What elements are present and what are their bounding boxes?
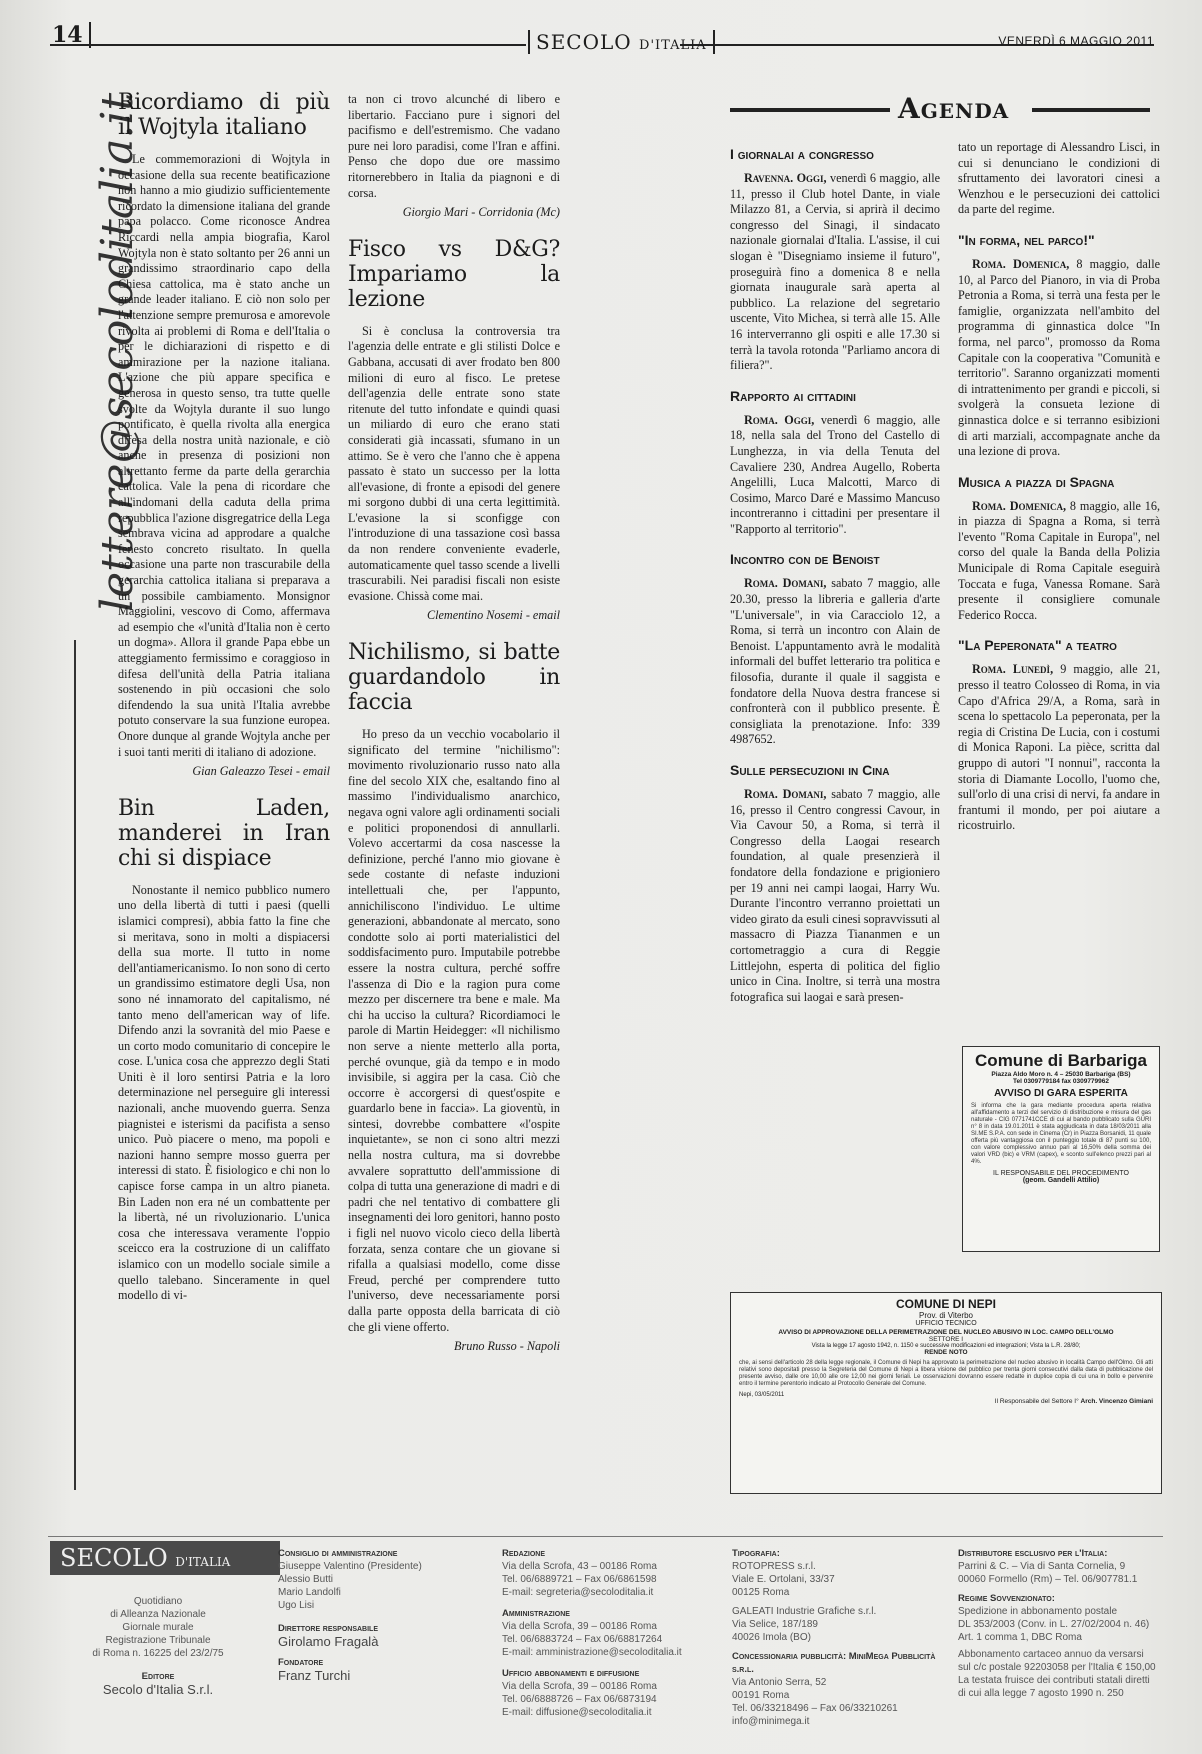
agenda-item-title: "In forma, nel parco!" — [958, 231, 1095, 248]
footer-label: Fondatore — [278, 1657, 324, 1668]
agenda-rule-left — [730, 108, 890, 112]
letter-signature: Giorgio Mari - Corridonia (Mc) — [402, 205, 560, 220]
agenda-item-lead: Roma. Domani, — [744, 576, 827, 591]
footer-logo-title: SECOLO — [60, 1544, 168, 1572]
agenda-item-title: Rapporto ai cittadini — [730, 387, 856, 404]
footer-label: Consiglio di amministrazione — [278, 1548, 398, 1559]
letters-email[interactable]: lettere@secoloditalia.it — [92, 92, 143, 612]
agenda-item-title: Incontro con de Benoist — [730, 551, 880, 568]
agenda-item-body: 9 maggio, alle 21, presso il teatro Colosseo di Roma, in via Capo d'Africa 29/A, a Roma, sarà in scena lo spettacolo La peperonata, per la regia di Cristina De Lucia, con i costumi di Monica Raponi. La pièce, scritta dal gruppo di autori "I nonnui", racconta la storia di Diamante Locollo, l'uomo che, sull'orlo di una crisi di nervi, fa andare in frantumi il mondo, per poi aiutare a ricostruirlo. — [958, 662, 1160, 833]
footer-line: Quotidiano — [133, 1596, 183, 1607]
letter-title: Bin Laden, manderei in Iran chi si dispiace — [118, 795, 330, 871]
notice-barbariga — [962, 1046, 1160, 1252]
agenda-header — [730, 92, 1150, 132]
letter-signature: Clementino Nosemi - email — [426, 608, 560, 623]
letters-column-2 — [348, 92, 560, 1494]
letter-signature: Gian Galeazzo Tesei - email — [192, 764, 330, 779]
agenda-column-2 — [958, 140, 1160, 1020]
masthead-title: SECOLO — [536, 30, 632, 54]
masthead — [528, 30, 715, 54]
letters-column-1 — [118, 84, 330, 1494]
notice-law: Vista la legge 17 agosto 1942, n. 1150 e successive modificazioni ed integrazioni; Vista la L.R. 28/80; — [811, 1343, 1081, 1349]
letter-body: Si è conclusa la controversia tra l'agenzia delle entrate e gli stilisti Dolce e Gabbana, accusati di aver frodato ben 800 milioni di euro al fisco. Le pretese dell'agenzia delle entrate sono state ritenute del tutto infondate e quindi quasi un miliardo di euro che erano stati considerati già incassati, sfumano in un attimo. Se è vero che l'anno che è appena passato è stato un successo per la lotta all'evasione, di fronte a episodi del genere mi sorgono dubbi di una certa legittimità. L'evasione la si sconfigge con l'introduzione di una tassazione così bassa da non rendere conveniente evaderle, automaticamente quel tasso scende a livelli trascurabili. Nei paradisi fiscali non esiste evasione. Chissà come mai. — [348, 323, 560, 603]
footer-logo — [50, 1541, 280, 1575]
agenda-item-lead: Roma. Domenica, — [972, 256, 1070, 271]
notice-signer — [731, 1398, 1153, 1405]
footer-line: E-mail: segreteria@secoloditalia.it — [502, 1587, 654, 1598]
footer-line: Spedizione in abbonamento postale — [958, 1606, 1118, 1617]
footer-offices — [502, 1547, 702, 1719]
notice-address: Piazza Aldo Moro n. 4 – 25030 Barbariga (BS) — [991, 1071, 1131, 1078]
agenda-item-lead: Roma. Domenica, — [972, 498, 1067, 513]
letter-body: Ho preso da un vecchio vocabolario il significato del termine "nichilismo": movimento rivoluzionario russo nato alla fine del secolo XIX che, esaltando fino al massimo l'individualismo anarchico, negava ogni valore agli ordinamenti sociali e politici proponendosi di annullarli. Volevo accertarmi da cosa nascesse la definizione, perché l'anno mio giovane è sede costante di nefaste induzioni intellettuali che, per l'appunto, annichiliscono l'individuo. Le ultime generazioni, abbandonate al mercato, sono condotte solo ai porti materialistici del soddisfacimento puro. Imputabile potrebbe essere la nostra cultura, perché soffre l'assenza di Dio e la ragion pura come mezzo per discernere tra bene e male. Ma chi ha ucciso la cultura? Ricordiamoci le parole di Martin Heidegger: «Il nichilismo non serve a niente metterlo alla porta, perché ovunque, già da tempo e in modo invisibile, si aggira per la casa. Ciò che occorre è accorgersi di quest'ospite e guardarlo bene in faccia». La gioventù, in sintesi, dovrebbe combattere «l'ospite inquietante», se non ci sono altri mezzi nella nostra cultura, ma si dovrebbe avvalere soprattutto dell'ammissione di colpa di tutta una generazione di madri e di padri che nel tentativo di combattere gli insegnamenti dei loro genitori, hanno posto i figli nel nuovo vicolo cieco della libertà forzata, senza contare che un giovane si rifalla a qualsiasi modello, come disse Freud, perché per comprendere tutto l'universo, deve necessariamente porsi dalla parte opposta della barricata di ciò che gli viene offerto. — [348, 727, 560, 1334]
notice-section: SETTORE I — [928, 1336, 964, 1343]
agenda-item-title: "La Peperonata" a teatro — [958, 637, 1117, 654]
footer-label: Concessionaria pubblicità: MiniMega Pubblicità s.r.l. — [732, 1651, 936, 1675]
agenda-item-text — [730, 787, 940, 1005]
footer-line: 00060 Formello (Rm) – Tel. 06/907781.1 — [958, 1574, 1138, 1585]
footer-line: 00125 Roma — [732, 1587, 790, 1598]
footer-label: Direttore responsabile — [278, 1623, 378, 1634]
footer-distribution — [958, 1547, 1163, 1700]
footer-line: Parrini & C. – Via di Santa Cornelia, 9 — [958, 1561, 1126, 1572]
footer-label: Regime Sovvenzionato: — [958, 1593, 1055, 1604]
footer-line: GALEATI Industrie Grafiche s.r.l. — [732, 1606, 877, 1617]
agenda-continuation: tato un reportage di Alessandro Lisci, in cui si denunciano le condizioni di sfruttamento dei lavoratori cinesi a Wenzhou e le persecuzioni dei cattolici da parte del regime. — [958, 140, 1160, 217]
footer-line: Via della Scrofa, 43 – 00186 Roma — [502, 1561, 657, 1572]
agenda-item-text — [730, 171, 940, 374]
issue-date: VENERDÌ 6 MAGGIO 2011 — [998, 34, 1154, 48]
agenda-item-text — [730, 576, 940, 748]
footer-line: Tel. 06/33218496 – Fax 06/33210261 — [732, 1703, 898, 1714]
footer-line: Tel. 06/6883724 – Fax 06/68817264 — [502, 1634, 663, 1645]
footer-line: Registrazione Tribunale — [105, 1635, 211, 1646]
letter-signature: Bruno Russo - Napoli — [454, 1339, 560, 1354]
footer-label: Distributore esclusivo per l'Italia: — [958, 1548, 1108, 1559]
agenda-item-lead: Roma. Domani, — [744, 787, 827, 801]
letter-continuation: ta non ci trovo alcunché di libero e libertario. Facciano pure i signori del pacifismo e dell'estremismo. Che vadano pure nei loro paradisi, come l'Iran e affini. Penso che dopo due ore massimo ritornerebbero in Italia da piagnoni e di corsa. — [348, 92, 560, 200]
notice-signer: IL RESPONSABILE DEL PROCEDIMENTO — [993, 1170, 1129, 1177]
agenda-item-title: I giornalai a congresso — [730, 146, 874, 162]
footer-line: sul c/c postale 92203058 per l'Italia € 150,00 — [958, 1662, 1156, 1673]
footer-line: Via Antonio Serra, 52 — [732, 1677, 827, 1688]
notice-phone: Tel 0309779184 fax 0309779962 — [1012, 1078, 1110, 1085]
footer-line: Mario Landolfi — [278, 1587, 341, 1598]
colophon — [48, 1536, 1163, 1727]
footer-line: La testata fruisce dei contributi statali diretti — [958, 1675, 1150, 1686]
footer-printers — [732, 1547, 942, 1728]
agenda-item-text — [958, 499, 1160, 624]
footer-director: Girolamo Fragalà — [278, 1634, 379, 1649]
agenda-item-text — [730, 413, 940, 538]
footer-label: Editore — [141, 1671, 175, 1682]
footer-line: E-mail: amministrazione@secoloditalia.it — [502, 1647, 682, 1658]
agenda-rule-right — [1032, 108, 1150, 112]
footer-line: info@minimega.it — [732, 1716, 810, 1727]
notice-signer-name: (geom. Gandelli Attilio) — [1022, 1177, 1100, 1184]
notice-office: UFFICIO TECNICO — [915, 1320, 977, 1327]
footer-line: Giornale murale — [122, 1622, 194, 1633]
letters-email-sidebar — [28, 92, 143, 1492]
agenda-item-text — [958, 662, 1160, 834]
footer-line: 40026 Imola (BO) — [732, 1632, 811, 1643]
footer-line: DL 353/2003 (Conv. in L. 27/02/2004 n. 46) — [958, 1619, 1150, 1630]
agenda-item-lead: Roma. Oggi, — [744, 412, 815, 427]
footer-line: Alessio Butti — [278, 1574, 334, 1585]
agenda-item-title: Sulle persecuzioni in Cina — [730, 762, 890, 778]
agenda-column-1 — [730, 132, 940, 1274]
agenda-item-title: Musica a piazza di Spagna — [958, 473, 1115, 490]
agenda-item-text — [958, 257, 1160, 460]
agenda-item-body: sabato 7 maggio, alle 16, presso il Centro congressi Cavour, in Via Cavour 50, a Roma, si terrà il Congresso della Laogai research foundation, al quale presenzierà il fondatore della fondazione e prigioniero per 19 anni nei campi laogai, Harry Wu. Durante l'incontro verranno proiettati un video girato da esuli cinesi sopravvissuti al massacro di Piazza Tiananmen e un cortometraggio a cura di Reggie Littlejohn, esperta di politica del figlio unico in Cina. Inoltre, si terrà una mostra fotografica sui laogai e sarà presen- — [730, 787, 940, 1004]
footer-line: ROTOPRESS s.r.l. — [732, 1561, 816, 1572]
footer-publisher: Secolo d'Italia S.r.l. — [102, 1682, 214, 1697]
agenda-item-body: 8 maggio, alle 16, in piazza di Spagna a Roma, si terrà l'evento "Roma Capitale in Europa", nel corso del quale la Banda della Polizia Municipale di Roma Capitale eseguirà Toccata e fuga, Vanessa Romane. Sarà presente il consigliere comunale Federico Rocca. — [958, 498, 1160, 622]
letter-body: Nonostante il nemico pubblico numero uno della libertà di tutti i paesi (quelli islamici compresi), abbia fatto la fine che si meritava, sono in molti a dispiacersi della sua morte. Il tutto in nome dell'antiamericanismo. Io non sono di certo un grandissimo estimatore degli Usa, non sono né innamorato del capitalismo, né tanto meno dell'american way of life. Difendo anzi la sovranità del mio Paese e un corto modo comunitario di concepire le cose. L'unica cosa che apprezzo degli Stati Uniti è il loro sentirsi Patria e la loro determinazione nel perseguire gli interessi nazionali, anche muovendo guerra. Senza piagnistei e isterismi da pacifista a senso unico. Può piacere o meno, ma popoli e nazioni hanno sempre mosso guerra per interessi di stato. È fisiologico e chi non lo capisce forse campa in un altro pianeta. Bin Laden non era né un combattente per la libertà, né un rivoluzionario. L'unica cosa che interessava veramente l'oppio sceicco era la costruzione di un califfato islamico con un modello sociale simile a quello talebano. Sinceramente in quel modello di vi- — [118, 882, 330, 1303]
notice-signer-role: Il Responsabile del Settore I° — [994, 1398, 1079, 1405]
sidebar-rule — [74, 640, 76, 1490]
footer-line: Tel. 06/6888726 – Fax 06/6873194 — [502, 1694, 657, 1705]
footer-line: di Alleanza Nazionale — [110, 1609, 206, 1620]
letter-title: Fisco vs D&G? Impariamo la lezione — [348, 236, 560, 312]
notice-date: Nepi, 03/05/2011 — [739, 1392, 785, 1398]
footer-line: di Roma n. 16225 del 23/2/75 — [92, 1648, 224, 1659]
footer-logo-suffix: D'ITALIA — [175, 1555, 231, 1569]
footer-board — [278, 1547, 478, 1682]
footer-registration — [58, 1595, 258, 1696]
footer-line: Tel. 06/6889721 – Fax 06/6861598 — [502, 1574, 657, 1585]
notice-text: Si informa che la gara mediante procedura aperta relativa all'affidamento a terzi del servizio di distribuzione e misura del gas naturale - CIG 0771741CCE di cui al bando pubblicato sulla GURI n° 8 in data 19.01.2011 è stata aggiudicata in data 18/03/2011 alla SI.ME S.P.A. con sede in Cinema (Cr) in Piazza Borsanidi, 11 quale offerta più vantaggiosa con il punteggio totale di 87 punti su 100, con valore complessivo annuo pari al 16,50% della somma dei valori VRD (bic) e VRM (capex), e sconto sull'elenco prezzi pari al 4%. — [971, 1103, 1151, 1165]
notice-subtitle: AVVISO DI APPROVAZIONE DELLA PERIMETRAZIONE DEL NUCLEO ABUSIVO IN LOC. CAMPO DELL'OLMO — [778, 1329, 1114, 1336]
footer-label: Ufficio abbonamenti e diffusione — [502, 1668, 640, 1679]
notice-title: COMUNE DI NEPI — [895, 1297, 996, 1311]
footer-line: Giuseppe Valentino (Presidente) — [278, 1561, 422, 1572]
footer-line: di cui alla legge 7 agosto 1990 n. 250 — [958, 1688, 1124, 1699]
page-number: 14 — [52, 22, 91, 48]
footer-line: Abbonamento cartaceo annuo da versarsi — [958, 1649, 1144, 1660]
agenda-item-body: venerdì 6 maggio, alle 11, presso il Club hotel Dante, in viale Milazzo 81, a Cervia, si aprirà il decimo congresso del Sinagi, il sindacato nazionale giornalai d'Italia. L'assise, il cui slogan è "Disegniamo insieme il futuro", proseguirà fino a domenica 8 e nella giornata inaugurale sarà aperta al pubblico. La relazione del segretario uscente, Vito Michea, si terrà alle 15. Alle 16 interverranno gli ospiti e alle 17.30 si terrà la tavola rotonda "Parliamo ancora di filiera?". — [730, 171, 940, 373]
header-rule-left — [50, 44, 526, 46]
footer-line: Via della Scrofa, 39 – 00186 Roma — [502, 1681, 657, 1692]
agenda-item-lead: Ravenna. Oggi, — [744, 171, 827, 185]
footer-line: Via Selice, 187/189 — [732, 1619, 818, 1630]
footer-line: E-mail: diffusione@secoloditalia.it — [502, 1707, 652, 1718]
notice-title: Comune di Barbariga — [975, 1051, 1147, 1070]
footer-line: Art. 1 comma 1, DBC Roma — [958, 1632, 1082, 1643]
notice-subtitle: AVVISO DI GARA ESPERITA — [994, 1088, 1128, 1099]
footer-founder: Franz Turchi — [278, 1668, 351, 1683]
agenda-item-body: 8 maggio, dalle 10, al Parco del Pianoro, in via di Proba Petronia a Roma, si terrà una festa per le famiglie, organizzata nell'ambito del programma di ginnastica dolce "In forma, nel parco", promosso da Roma Capitale con la cooperativa "Comunità e territorio". Saranno organizzati momenti di intrattenimento per grandi e piccoli, si svolgerà la consueta lezione di ginnastica dolce e si terranno esibizioni di arti marziali, accompagnate anche da una lezione di prova. — [958, 256, 1160, 459]
agenda-title: Agenda — [898, 92, 1010, 125]
notice-rende: RENDE NOTO — [924, 1349, 968, 1356]
letter-body: Le commemorazioni di Wojtyla in occasione della sua recente beatificazione non hanno a mio giudizio sufficientemente ricordato la dimensione italiana del grande papa polacco. Come riconosce Andrea Riccardi nella ampia biografia, Karol Wojtyla non è stato soltanto per 26 anni un grandissimo straordinario capo della Chiesa cattolica, ma è stato anche un grande leader italiano. E ciò non solo per l'attenzione sempre premurosa e amorevole rivolta ai problemi di Roma e dell'Italia o per le dichiarazioni di rispetto e di ammirazione per la nazione italiana. L'azione che più appare specifica e generosa in questo senso, tra tutte quelle svolte da Wojtyla durante il suo lungo pontificato, è quella rivolta alla energica difesa della nostra unità nazionale, e ciò anche in presenza di posizioni non altrettanto ferme da parte della gerarchia cattolica. Vale la pena di ricordare che all'indomani della caduta della prima repubblica l'azione disgregatrice della Lega sembrava vicina ad approdare a qualche fenesto concreto risultato. In quella occasione una parte non trascurabile della gerarchia cattolica italiana si preparava a un possibile cambiamento. Monsignor Maggiolini, vescovo di Como, affermava ad esempio che «l'unità d'Italia non è certo un dogma». Allora il grande Papa ebbe un atteggiamento fermissimo e coraggioso in difesa dell'unità della Patria italiana sostenendo in più occasioni che solo difendendo la sua unità l'Italia avrebbe potuto conservare la sua funzione europea. Onore dunque al grande Wojtyla anche per i suoi tanti meriti di italiano di adozione. — [118, 152, 330, 759]
footer-label: Amministrazione — [502, 1608, 570, 1619]
masthead-suffix: D'ITALIA — [639, 38, 707, 53]
notice-province: Prov. di Viterbo — [919, 1311, 973, 1320]
footer-label: Redazione — [502, 1548, 546, 1559]
notice-signer-name: Arch. Vincenzo Gimiani — [1080, 1398, 1153, 1405]
notice-nepi — [730, 1292, 1162, 1494]
letter-title: Ricordiamo di più il Wojtyla italiano — [118, 90, 330, 140]
footer-line: Ugo Lisi — [278, 1600, 315, 1611]
agenda-item-body: sabato 7 maggio, alle 20.30, presso la libreria e galleria d'arte "L'universale", in via Caracciolo 12, a Roma, si terrà un incontro con Alain de Benoist. L'appuntamento avrà le modalità informali del buffet letterario tra politica e filosofia, durante il quale il saggista e fondatore della Nuova destra francese si confronterà con il pubblico presente. È consigliata la prenotazione. Info: 339 4987652. — [730, 576, 940, 747]
agenda-item-body: venerdì 6 maggio, alle 18, nella sala del Trono del Castello di Lunghezza, in via della Tenuta del Cavaliere 230, Andrea Augello, Roberta Angelilli, Luca Malcotti, Marco di Cosimo, Marco Daré e Massimo Mancuso incontreranno i cittadini per presentare il "Rapporto al territorio". — [730, 412, 940, 536]
letter-title: Nichilismo, si batte guardandolo in faccia — [348, 640, 560, 716]
footer-line: Viale E. Ortolani, 33/37 — [732, 1574, 835, 1585]
notice-text: che, ai sensi dell'articolo 28 della legge regionale, il Comune di Nepi ha approvato la perimetrazione del nucleo abusivo in località Campo dell'Olmo. Gli atti relativi sono depositati presso la Segreteria del Comune di Nepi a libera visione del pubblico per trenta giorni consecutivi dalla data di pubblicazione del presente avviso, dalle ore 10,00 alle ore 12,00 nei giorni feriali. Le osservazioni dovranno essere redatte in duplice copia di cui una in bollo e pervenire entro il termine perentorio indicato al Protocollo Generale del Comune. — [739, 1360, 1153, 1387]
footer-line: Via della Scrofa, 39 – 00186 Roma — [502, 1621, 657, 1632]
footer-label: Tipografia: — [732, 1548, 780, 1559]
footer-line: 00191 Roma — [732, 1690, 790, 1701]
agenda-item-lead: Roma. Lunedì, — [972, 662, 1054, 677]
